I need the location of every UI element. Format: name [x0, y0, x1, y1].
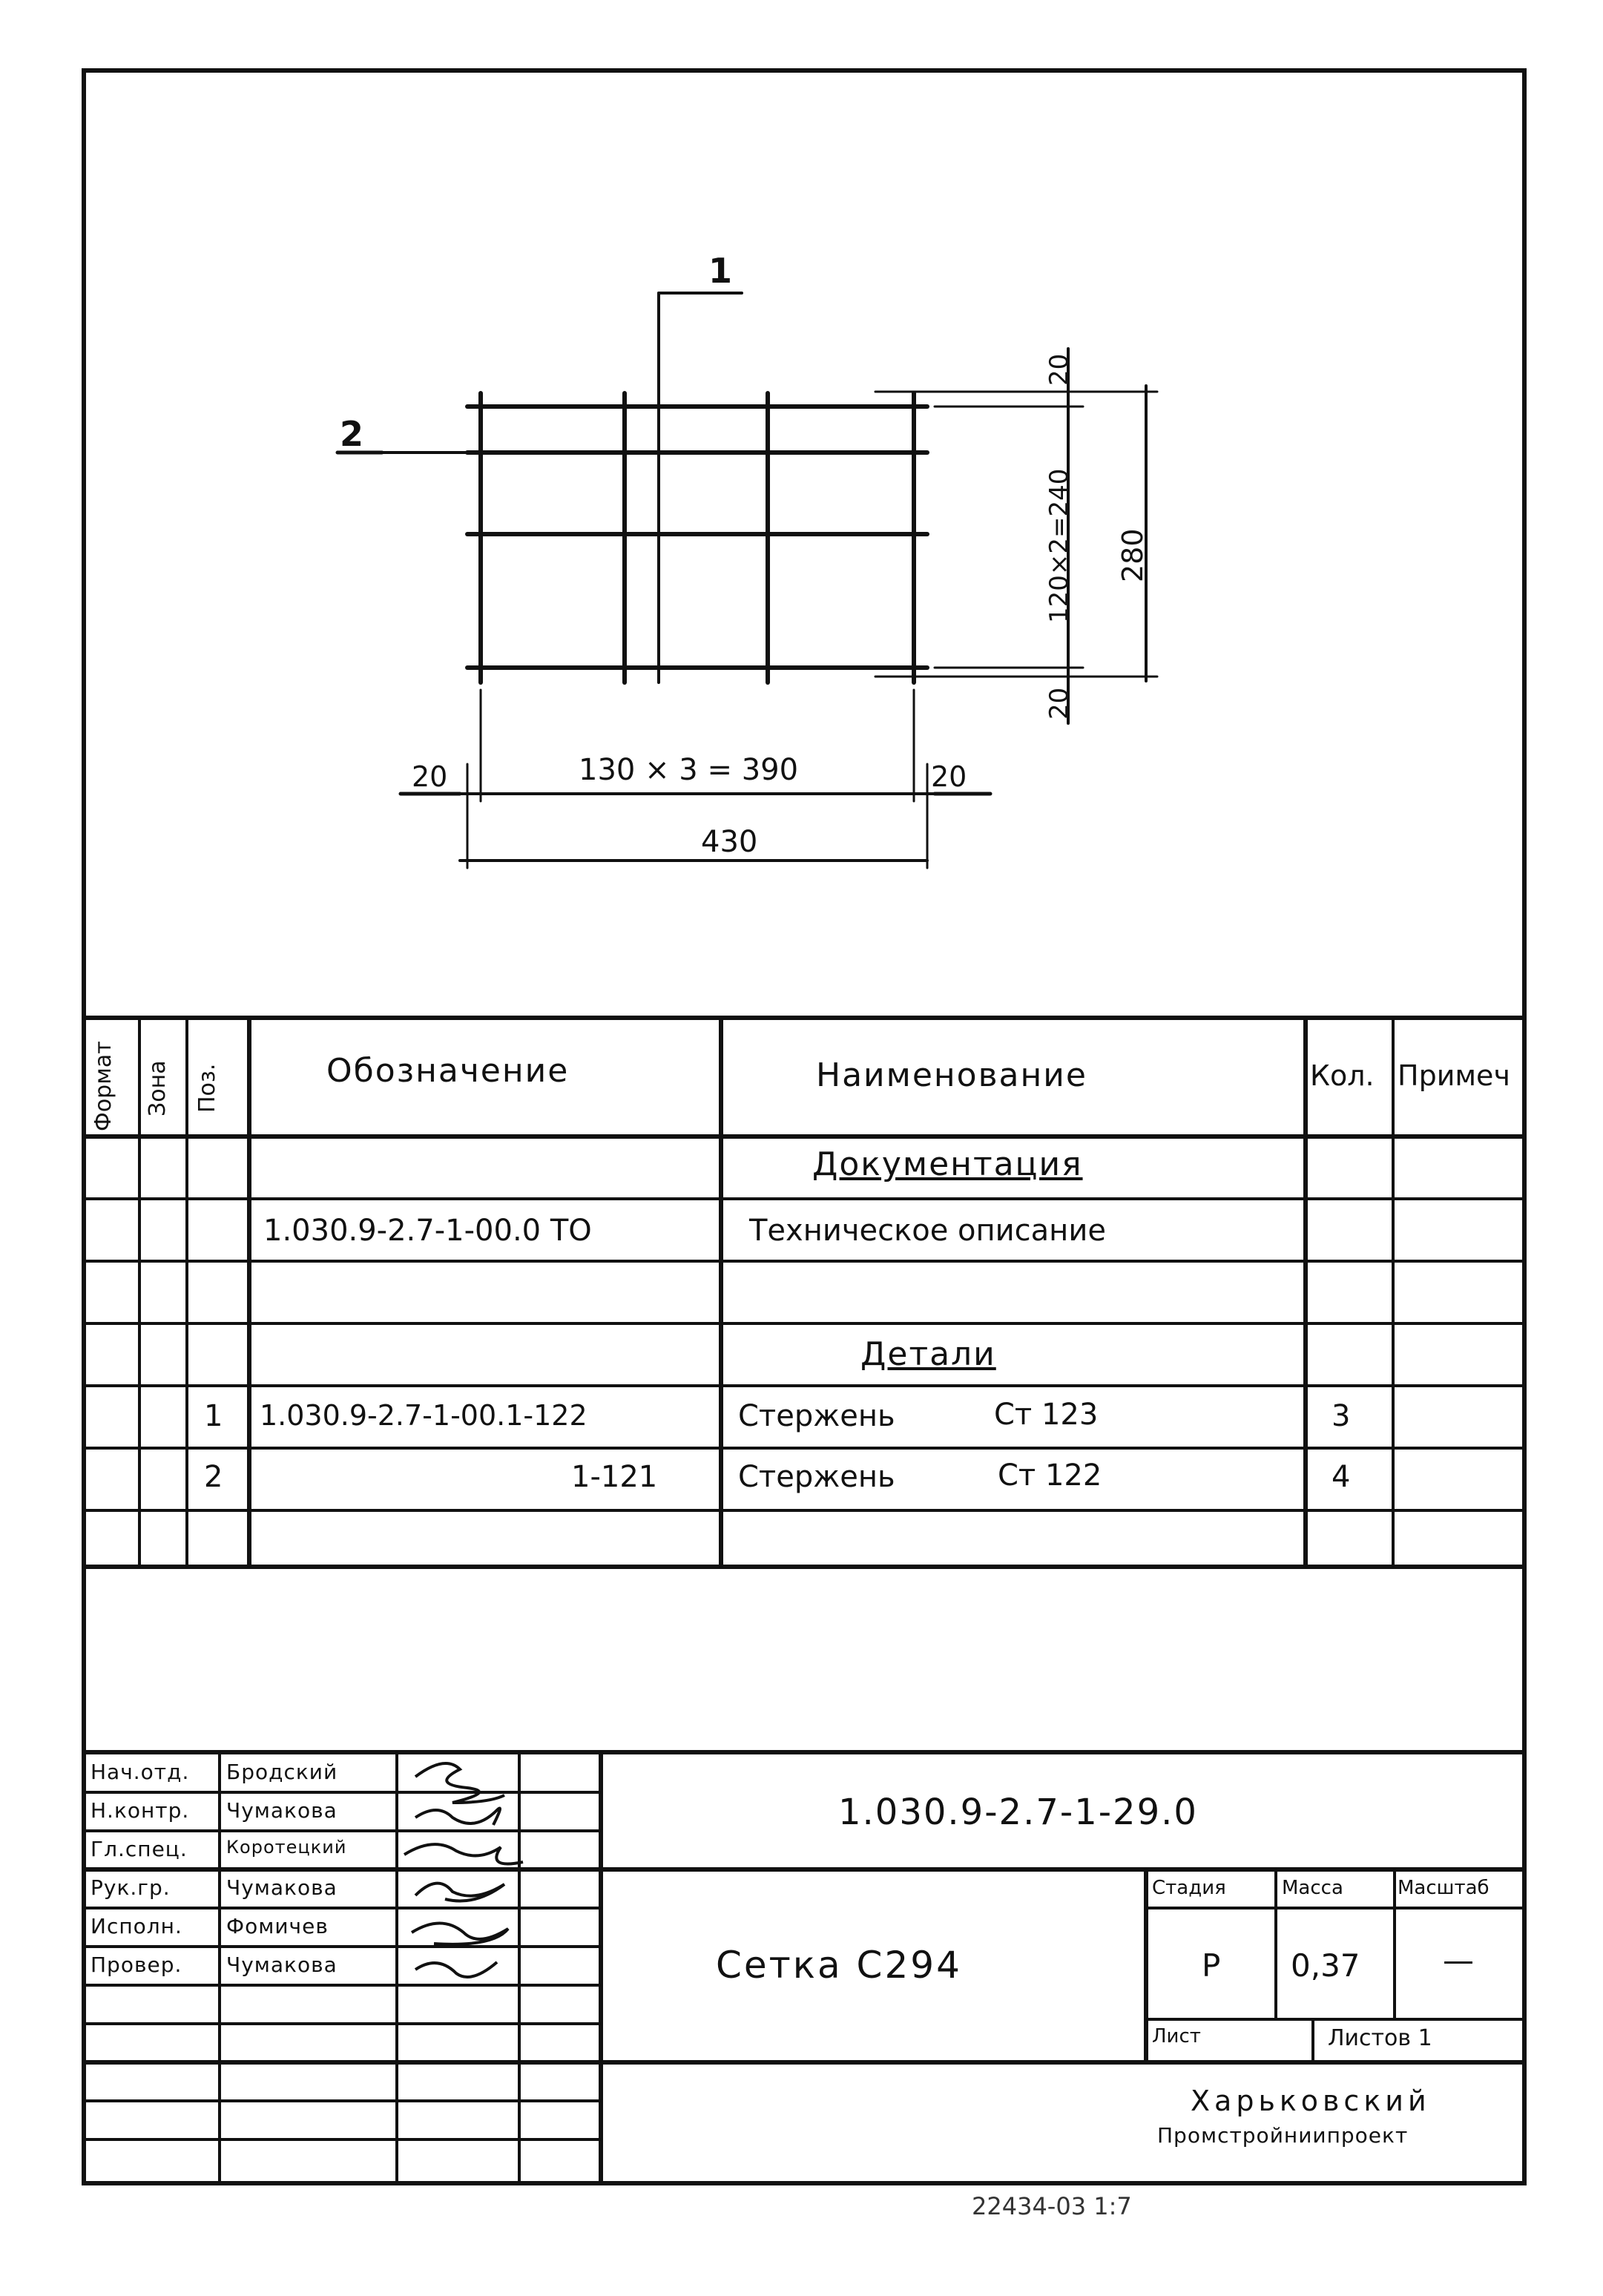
row-2-name: Стержень [738, 1460, 895, 1494]
header-qty: Кол. [1310, 1059, 1375, 1092]
person-5: Фомичев [226, 1914, 329, 1938]
header-note: Примеч [1398, 1059, 1510, 1092]
header-designation: Обозначение [326, 1052, 570, 1090]
person-6: Чумакова [226, 1953, 338, 1977]
sheet-label: Лист [1152, 2025, 1201, 2047]
dim-label-total-width: 430 [701, 825, 758, 859]
document-code: 1.030.9-2.7-1-29.0 [838, 1792, 1198, 1833]
scale-value: — [1443, 1942, 1474, 1978]
sheets-label: Листов 1 [1328, 2025, 1432, 2051]
dim-label-right-20: 20 [931, 760, 967, 793]
row-1-designation: 1.030.9-2.7-1-00.1-122 [260, 1399, 587, 1432]
row-2-qty: 4 [1332, 1460, 1351, 1494]
header-format: Формат [90, 1041, 116, 1131]
row-1-grade: Ст 123 [994, 1398, 1099, 1432]
header-zone: Зона [145, 1060, 171, 1116]
person-1: Бродский [226, 1760, 338, 1784]
header-pos: Поз. [194, 1063, 220, 1113]
row-2-grade: Ст 122 [998, 1458, 1102, 1493]
product-name: Сетка С294 [716, 1944, 962, 1987]
row-2-designation: 1-121 [571, 1460, 658, 1494]
section-parts: Детали [860, 1335, 996, 1373]
row-1-qty: 3 [1332, 1399, 1351, 1433]
mass-label: Масса [1282, 1877, 1343, 1899]
person-2: Чумакова [226, 1798, 338, 1823]
role-3: Гл.спец. [90, 1837, 188, 1861]
stage-label: Стадия [1152, 1877, 1226, 1899]
dim-label-vertical-spacing: 120×2=240 [1044, 468, 1074, 623]
dim-label-total-height: 280 [1116, 528, 1149, 582]
organization-line2: Промстройниипроект [1157, 2123, 1409, 2148]
doc-designation: 1.030.9-2.7-1-00.0 ТО [263, 1214, 592, 1248]
role-1: Нач.отд. [90, 1760, 190, 1784]
stage-value: Р [1202, 1947, 1221, 1984]
person-3: Коротецкий [226, 1837, 347, 1858]
header-name: Наименование [816, 1056, 1087, 1094]
position-label-1: 1 [708, 251, 733, 291]
footer-stamp: 22434-03 1:7 [972, 2192, 1132, 2220]
row-2-pos: 2 [204, 1460, 223, 1494]
doc-name: Техническое описание [749, 1214, 1106, 1248]
organization-line1: Харьковский [1191, 2085, 1431, 2117]
role-5: Исполн. [90, 1914, 182, 1938]
person-4: Чумакова [226, 1875, 338, 1900]
dim-label-top-20: 20 [1044, 353, 1074, 386]
dim-label-left-20: 20 [412, 760, 448, 793]
role-6: Провер. [90, 1953, 182, 1977]
role-2: Н.контр. [90, 1798, 190, 1823]
row-1-pos: 1 [204, 1399, 223, 1433]
role-4: Рук.гр. [90, 1875, 171, 1900]
mass-value: 0,37 [1291, 1947, 1360, 1984]
dim-label-bottom-20: 20 [1044, 687, 1074, 720]
position-label-2: 2 [340, 414, 364, 454]
row-1-name: Стержень [738, 1399, 895, 1433]
scale-label: Масштаб [1398, 1877, 1490, 1899]
section-documentation: Документация [812, 1145, 1083, 1183]
dim-label-horizontal-spacing: 130 × 3 = 390 [579, 753, 799, 787]
